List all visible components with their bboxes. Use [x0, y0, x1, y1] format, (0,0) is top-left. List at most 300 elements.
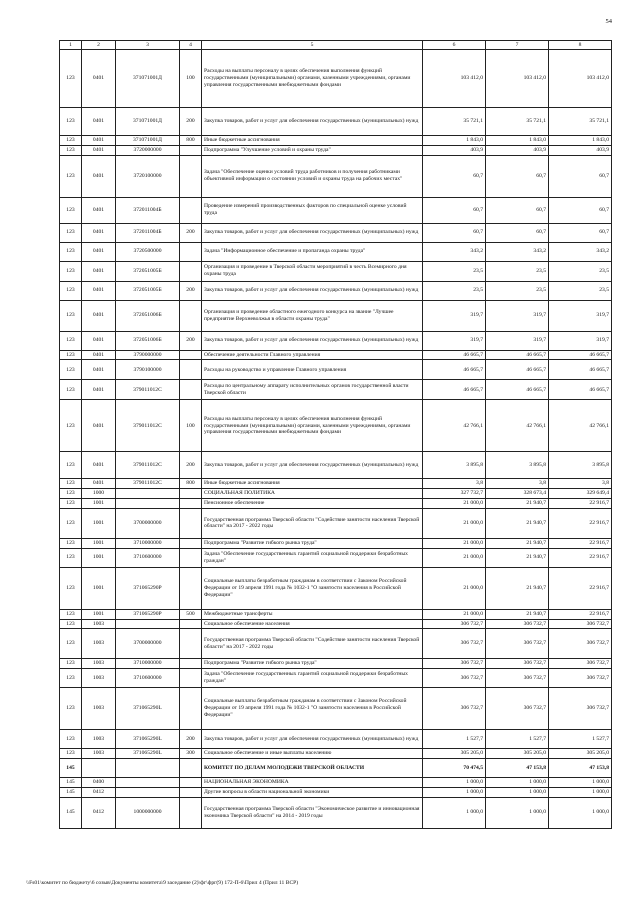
amount-2019-cell: 3,8 [549, 479, 612, 489]
amount-2018-cell: 319,7 [486, 300, 549, 331]
header-cell: 2 [82, 41, 116, 50]
section-code-cell: 1001 [82, 499, 116, 509]
section-code-cell: 0401 [82, 350, 116, 360]
expense-type-cell [180, 360, 202, 380]
target-code-cell: 371065290L [116, 730, 180, 749]
section-code-cell: 1001 [82, 609, 116, 619]
section-code-cell: 0400 [82, 777, 116, 787]
table-row [60, 659, 612, 669]
admin-code-cell: 123 [60, 400, 82, 452]
section-code-cell: 0401 [82, 108, 116, 136]
amount-2017-cell: 1 000,0 [423, 797, 486, 828]
admin-code-cell: 145 [60, 758, 82, 777]
amount-2017-cell: 3 895,8 [423, 452, 486, 479]
amount-2018-cell: 3 895,8 [486, 452, 549, 479]
admin-code-cell: 123 [60, 669, 82, 688]
table-row [60, 538, 612, 548]
amount-2019-cell: 22 916,7 [549, 538, 612, 548]
table-row [60, 400, 612, 452]
amount-2019-cell: 47 153,8 [549, 758, 612, 777]
section-code-cell: 0401 [82, 242, 116, 261]
description-cell: Социальные выплаты безработным гражданам в соответствии с Законом Российской Федерации от 19 апреля 1991 года № 1032-1 "О занятости населения в Российской Федерации" [202, 567, 423, 609]
expense-type-cell: 100 [180, 400, 202, 452]
amount-2017-cell: 46 665,7 [423, 360, 486, 380]
amount-2018-cell: 306 732,7 [486, 619, 549, 629]
amount-2018-cell: 1 000,0 [486, 777, 549, 787]
target-code-cell: 372051006Б [116, 300, 180, 331]
admin-code-cell: 123 [60, 609, 82, 619]
target-code-cell [116, 758, 180, 777]
description-cell: Подпрограмма "Развитие гибкого рынка труда" [202, 538, 423, 548]
amount-2017-cell: 60,7 [423, 223, 486, 242]
expense-type-cell [180, 787, 202, 797]
section-code-cell: 0401 [82, 452, 116, 479]
amount-2018-cell: 42 766,1 [486, 400, 549, 452]
expense-type-cell [180, 197, 202, 223]
amount-2017-cell: 21 000,0 [423, 499, 486, 509]
amount-2018-cell: 23,5 [486, 281, 549, 300]
target-code-cell: 371071001Д [116, 136, 180, 146]
target-code-cell: 3710000000 [116, 659, 180, 669]
description-cell: Проведение измерений производственных факторов по специальной оценке условий труда [202, 197, 423, 223]
amount-2018-cell: 21 940,7 [486, 538, 549, 548]
amount-2019-cell: 1 843,0 [549, 136, 612, 146]
description-cell: Организация и проведение в Тверской области мероприятий в честь Всемирного дня охраны труда [202, 261, 423, 281]
amount-2017-cell: 70 474,5 [423, 758, 486, 777]
header-cell: 7 [486, 41, 549, 50]
expense-type-cell [180, 548, 202, 567]
amount-2019-cell: 306 732,7 [549, 659, 612, 669]
admin-code-cell: 123 [60, 659, 82, 669]
amount-2017-cell: 42 766,1 [423, 400, 486, 452]
table-row [60, 197, 612, 223]
description-cell: Социальные выплаты безработным гражданам в соответствии с Законом Российской Федерации от 19 апреля 1991 года № 1032-1 "О занятости населения в Российской Федерации" [202, 688, 423, 730]
amount-2017-cell: 306 732,7 [423, 659, 486, 669]
section-code-cell: 1001 [82, 508, 116, 538]
target-code-cell: 372011004Б [116, 197, 180, 223]
amount-2019-cell: 46 665,7 [549, 380, 612, 400]
target-code-cell: 3710000000 [116, 538, 180, 548]
amount-2017-cell: 306 732,7 [423, 619, 486, 629]
description-cell: Другие вопросы в области национальной экономики [202, 787, 423, 797]
admin-code-cell: 123 [60, 331, 82, 350]
table-row [60, 508, 612, 538]
expense-type-cell [180, 489, 202, 499]
description-cell: Закупка товаров, работ и услуг для обеспечения государственных (муниципальных) нужд [202, 281, 423, 300]
table-row [60, 360, 612, 380]
expense-type-cell: 200 [180, 223, 202, 242]
amount-2017-cell: 1 000,0 [423, 787, 486, 797]
amount-2019-cell: 35 721,1 [549, 108, 612, 136]
table-row [60, 489, 612, 499]
target-code-cell: 379011012С [116, 400, 180, 452]
amount-2017-cell: 306 732,7 [423, 629, 486, 659]
description-cell: Социальное обеспечение и иные выплаты населению [202, 749, 423, 759]
section-code-cell: 1003 [82, 659, 116, 669]
amount-2018-cell: 305 205,0 [486, 749, 549, 759]
section-code-cell: 1003 [82, 669, 116, 688]
description-cell: Подпрограмма "Развитие гибкого рынка труда" [202, 659, 423, 669]
target-code-cell: 371071001Д [116, 108, 180, 136]
amount-2018-cell: 21 940,7 [486, 548, 549, 567]
description-cell: Задача "Обеспечение оценки условий труда работников и получения работниками объективной информации о состоянии условий и охраны труда на рабочих местах" [202, 155, 423, 197]
amount-2017-cell: 305 205,0 [423, 749, 486, 759]
description-cell: Закупка товаров, работ и услуг для обеспечения государственных (муниципальных) нужд [202, 452, 423, 479]
admin-code-cell: 123 [60, 136, 82, 146]
description-cell: КОМИТЕТ ПО ДЕЛАМ МОЛОДЕЖИ ТВЕРСКОЙ ОБЛАСТИ [202, 758, 423, 777]
amount-2019-cell: 22 916,7 [549, 548, 612, 567]
section-code-cell: 0401 [82, 281, 116, 300]
expense-type-cell: 800 [180, 136, 202, 146]
target-code-cell: 372051005Б [116, 281, 180, 300]
admin-code-cell: 123 [60, 108, 82, 136]
admin-code-cell: 123 [60, 619, 82, 629]
amount-2018-cell: 21 940,7 [486, 609, 549, 619]
amount-2019-cell: 403,9 [549, 145, 612, 155]
description-cell: Социальное обеспечение населения [202, 619, 423, 629]
description-cell: Закупка товаров, работ и услуг для обеспечения государственных (муниципальных) нужд [202, 108, 423, 136]
amount-2019-cell: 22 916,7 [549, 508, 612, 538]
table-row [60, 331, 612, 350]
description-cell: Расходы по центральному аппарату исполнительных органов государственной власти Тверской области [202, 380, 423, 400]
amount-2017-cell: 1 000,0 [423, 777, 486, 787]
expense-type-cell [180, 145, 202, 155]
amount-2018-cell: 35 721,1 [486, 108, 549, 136]
amount-2017-cell: 1 843,0 [423, 136, 486, 146]
amount-2017-cell: 327 732,7 [423, 489, 486, 499]
table-row [60, 567, 612, 609]
amount-2019-cell: 103 412,0 [549, 50, 612, 108]
amount-2017-cell: 60,7 [423, 197, 486, 223]
admin-code-cell: 123 [60, 489, 82, 499]
section-code-cell: 1001 [82, 567, 116, 609]
amount-2017-cell: 306 732,7 [423, 688, 486, 730]
amount-2018-cell: 1 843,0 [486, 136, 549, 146]
header-cell: 6 [423, 41, 486, 50]
table-row [60, 108, 612, 136]
amount-2019-cell: 306 732,7 [549, 688, 612, 730]
admin-code-cell: 145 [60, 787, 82, 797]
amount-2019-cell: 305 205,0 [549, 749, 612, 759]
amount-2019-cell: 23,5 [549, 261, 612, 281]
description-cell: Закупка товаров, работ и услуг для обеспечения государственных (муниципальных) нужд [202, 730, 423, 749]
amount-2019-cell: 46 665,7 [549, 360, 612, 380]
expense-type-cell [180, 350, 202, 360]
admin-code-cell: 123 [60, 749, 82, 759]
amount-2019-cell: 306 732,7 [549, 619, 612, 629]
amount-2017-cell: 306 732,7 [423, 669, 486, 688]
admin-code-cell: 123 [60, 548, 82, 567]
table-row [60, 242, 612, 261]
target-code-cell: 371065290L [116, 749, 180, 759]
admin-code-cell: 123 [60, 360, 82, 380]
admin-code-cell: 123 [60, 508, 82, 538]
table-row [60, 380, 612, 400]
amount-2018-cell: 46 665,7 [486, 360, 549, 380]
expense-type-cell [180, 155, 202, 197]
admin-code-cell: 123 [60, 730, 82, 749]
header-cell: 5 [202, 41, 423, 50]
description-cell: Организация и проведение областного ежегодного конкурса на звание "Лучшее предприятие Верхневолжья в области охраны труда" [202, 300, 423, 331]
amount-2019-cell: 23,5 [549, 281, 612, 300]
expense-type-cell [180, 659, 202, 669]
section-code-cell: 1001 [82, 538, 116, 548]
section-code-cell: 1001 [82, 548, 116, 567]
admin-code-cell: 123 [60, 380, 82, 400]
section-code-cell: 1003 [82, 619, 116, 629]
expense-type-cell [180, 758, 202, 777]
target-code-cell: 3720000000 [116, 145, 180, 155]
target-code-cell: 3710600000 [116, 548, 180, 567]
table-row [60, 350, 612, 360]
target-code-cell: 372051006Б [116, 331, 180, 350]
amount-2017-cell: 3,8 [423, 479, 486, 489]
table-row [60, 145, 612, 155]
amount-2019-cell: 60,7 [549, 223, 612, 242]
target-code-cell: 371071001Д [116, 50, 180, 108]
amount-2019-cell: 306 732,7 [549, 669, 612, 688]
expense-type-cell [180, 499, 202, 509]
amount-2017-cell: 23,5 [423, 281, 486, 300]
amount-2017-cell: 343,2 [423, 242, 486, 261]
target-code-cell: 372051005Б [116, 261, 180, 281]
section-code-cell: 0401 [82, 136, 116, 146]
target-code-cell: 3720500000 [116, 242, 180, 261]
amount-2017-cell: 35 721,1 [423, 108, 486, 136]
section-code-cell: 0401 [82, 145, 116, 155]
amount-2018-cell: 343,2 [486, 242, 549, 261]
expense-type-cell [180, 797, 202, 828]
target-code-cell: 371065290Р [116, 609, 180, 619]
amount-2018-cell: 306 732,7 [486, 688, 549, 730]
expense-type-cell: 500 [180, 609, 202, 619]
amount-2017-cell: 23,5 [423, 261, 486, 281]
amount-2019-cell: 22 916,7 [549, 609, 612, 619]
table-row [60, 787, 612, 797]
section-code-cell: 0401 [82, 479, 116, 489]
admin-code-cell: 123 [60, 242, 82, 261]
target-code-cell: 3720100000 [116, 155, 180, 197]
table-row [60, 548, 612, 567]
amount-2017-cell: 21 000,0 [423, 609, 486, 619]
admin-code-cell: 123 [60, 281, 82, 300]
table-row [60, 609, 612, 619]
amount-2019-cell: 319,7 [549, 331, 612, 350]
expense-type-cell [180, 508, 202, 538]
target-code-cell: 371065290L [116, 688, 180, 730]
amount-2018-cell: 306 732,7 [486, 659, 549, 669]
target-code-cell: 3790000000 [116, 350, 180, 360]
amount-2018-cell: 46 665,7 [486, 380, 549, 400]
amount-2017-cell: 60,7 [423, 155, 486, 197]
target-code-cell [116, 619, 180, 629]
amount-2018-cell: 306 732,7 [486, 629, 549, 659]
table-row [60, 155, 612, 197]
amount-2019-cell: 329 649,4 [549, 489, 612, 499]
target-code-cell: 1000000000 [116, 797, 180, 828]
description-cell: Закупка товаров, работ и услуг для обеспечения государственных (муниципальных) нужд [202, 223, 423, 242]
amount-2019-cell: 60,7 [549, 155, 612, 197]
description-cell: Государственная программа Тверской области "Содействие занятости населения Тверской области" на 2017 - 2022 годы [202, 508, 423, 538]
section-code-cell: 0401 [82, 380, 116, 400]
admin-code-cell: 123 [60, 261, 82, 281]
section-code-cell: 1003 [82, 749, 116, 759]
admin-code-cell: 123 [60, 479, 82, 489]
amount-2018-cell: 60,7 [486, 197, 549, 223]
expense-type-cell [180, 567, 202, 609]
table-row [60, 688, 612, 730]
amount-2017-cell: 21 000,0 [423, 548, 486, 567]
description-cell: Государственная программа Тверской области "Экономическое развитие и инновационная экономика Тверской области" на 2014 - 2019 годы [202, 797, 423, 828]
section-code-cell: 1003 [82, 688, 116, 730]
amount-2017-cell: 46 665,7 [423, 350, 486, 360]
amount-2018-cell: 21 940,7 [486, 567, 549, 609]
amount-2018-cell: 306 732,7 [486, 669, 549, 688]
expense-type-cell [180, 538, 202, 548]
amount-2018-cell: 23,5 [486, 261, 549, 281]
expense-type-cell: 300 [180, 749, 202, 759]
section-code-cell: 0401 [82, 300, 116, 331]
target-code-cell [116, 499, 180, 509]
amount-2018-cell: 3,8 [486, 479, 549, 489]
table-row [60, 300, 612, 331]
description-cell: Задача "Обеспечение государственных гарантий социальной поддержки безработных граждан" [202, 669, 423, 688]
amount-2018-cell: 47 153,8 [486, 758, 549, 777]
amount-2018-cell: 1 000,0 [486, 787, 549, 797]
section-code-cell: 0401 [82, 197, 116, 223]
header-cell: 3 [116, 41, 180, 50]
amount-2019-cell: 1 000,0 [549, 787, 612, 797]
page-number: 54 [605, 18, 612, 25]
target-code-cell: 379011012С [116, 479, 180, 489]
amount-2018-cell: 1 527,7 [486, 730, 549, 749]
amount-2018-cell: 21 940,7 [486, 499, 549, 509]
amount-2018-cell: 1 000,0 [486, 797, 549, 828]
section-code-cell: 0401 [82, 155, 116, 197]
admin-code-cell: 123 [60, 145, 82, 155]
amount-2017-cell: 403,9 [423, 145, 486, 155]
amount-2019-cell: 343,2 [549, 242, 612, 261]
section-code-cell: 0401 [82, 223, 116, 242]
admin-code-cell: 123 [60, 499, 82, 509]
description-cell: Расходы на выплаты персоналу в целях обеспечения выполнения функций государственными (муниципальными) органами, казенными учреждениями, органами управления государственными внебюджетными фондами [202, 50, 423, 108]
expense-type-cell: 100 [180, 50, 202, 108]
section-code-cell: 1003 [82, 730, 116, 749]
amount-2017-cell: 1 527,7 [423, 730, 486, 749]
amount-2019-cell: 46 665,7 [549, 350, 612, 360]
expense-type-cell: 200 [180, 108, 202, 136]
expense-type-cell [180, 688, 202, 730]
admin-code-cell: 123 [60, 629, 82, 659]
admin-code-cell: 123 [60, 223, 82, 242]
table-row [60, 619, 612, 629]
description-cell: НАЦИОНАЛЬНАЯ ЭКОНОМИКА [202, 777, 423, 787]
expense-type-cell [180, 242, 202, 261]
table-row [60, 777, 612, 787]
target-code-cell [116, 777, 180, 787]
amount-2017-cell: 21 000,0 [423, 508, 486, 538]
amount-2019-cell: 1 527,7 [549, 730, 612, 749]
amount-2017-cell: 21 000,0 [423, 567, 486, 609]
section-code-cell: 0401 [82, 400, 116, 452]
amount-2019-cell: 22 916,7 [549, 567, 612, 609]
description-cell: Межбюджетные трансферты [202, 609, 423, 619]
section-code-cell: 0401 [82, 360, 116, 380]
target-code-cell: 379011012С [116, 380, 180, 400]
amount-2018-cell: 103 412,0 [486, 50, 549, 108]
table-row [60, 749, 612, 759]
expense-type-cell [180, 777, 202, 787]
budget-table [59, 40, 612, 829]
target-code-cell [116, 787, 180, 797]
amount-2017-cell: 21 000,0 [423, 538, 486, 548]
description-cell: Пенсионное обеспечение [202, 499, 423, 509]
table-row [60, 730, 612, 749]
expense-type-cell [180, 669, 202, 688]
amount-2017-cell: 46 665,7 [423, 380, 486, 400]
amount-2018-cell: 328 673,4 [486, 489, 549, 499]
amount-2018-cell: 60,7 [486, 155, 549, 197]
expense-type-cell: 200 [180, 281, 202, 300]
amount-2019-cell: 1 000,0 [549, 777, 612, 787]
amount-2019-cell: 60,7 [549, 197, 612, 223]
target-code-cell: 3700000000 [116, 629, 180, 659]
amount-2019-cell: 1 000,0 [549, 797, 612, 828]
amount-2017-cell: 103 412,0 [423, 50, 486, 108]
amount-2018-cell: 60,7 [486, 223, 549, 242]
description-cell: Задача "Информационное обеспечение и пропаганда охраны труда" [202, 242, 423, 261]
target-code-cell: 3700000000 [116, 508, 180, 538]
target-code-cell: 3710600000 [116, 669, 180, 688]
admin-code-cell: 123 [60, 300, 82, 331]
table-row [60, 261, 612, 281]
description-cell: Обеспечение деятельности Главного управления [202, 350, 423, 360]
target-code-cell: 3790100000 [116, 360, 180, 380]
admin-code-cell: 123 [60, 155, 82, 197]
admin-code-cell: 145 [60, 797, 82, 828]
admin-code-cell: 123 [60, 452, 82, 479]
target-code-cell: 372011004Б [116, 223, 180, 242]
table-row [60, 479, 612, 489]
admin-code-cell: 123 [60, 197, 82, 223]
header-row [60, 41, 612, 50]
description-cell: Расходы на выплаты персоналу в целях обеспечения выполнения функций государственными (муниципальными) органами, казенными учреждениями, органами управления государственными внебюджетными фондами [202, 400, 423, 452]
description-cell: Расходы на руководство и управление Главного управления [202, 360, 423, 380]
expense-type-cell: 200 [180, 730, 202, 749]
section-code-cell: 0401 [82, 331, 116, 350]
admin-code-cell: 123 [60, 538, 82, 548]
section-code-cell [82, 758, 116, 777]
target-code-cell [116, 489, 180, 499]
amount-2018-cell: 319,7 [486, 331, 549, 350]
table-row [60, 281, 612, 300]
table-row [60, 499, 612, 509]
description-cell: Задача "Обеспечение государственных гарантий социальной поддержки безработных граждан" [202, 548, 423, 567]
header-cell: 1 [60, 41, 82, 50]
table-row [60, 669, 612, 688]
expense-type-cell: 200 [180, 331, 202, 350]
section-code-cell: 1003 [82, 629, 116, 659]
header-cell: 4 [180, 41, 202, 50]
expense-type-cell [180, 629, 202, 659]
section-code-cell: 0401 [82, 50, 116, 108]
description-cell: Государственная программа Тверской области "Содействие занятости населения Тверской области" на 2017 - 2022 годы [202, 629, 423, 659]
table-row [60, 223, 612, 242]
section-code-cell: 1000 [82, 489, 116, 499]
target-code-cell: 371065290Р [116, 567, 180, 609]
admin-code-cell: 123 [60, 350, 82, 360]
header-cell: 8 [549, 41, 612, 50]
